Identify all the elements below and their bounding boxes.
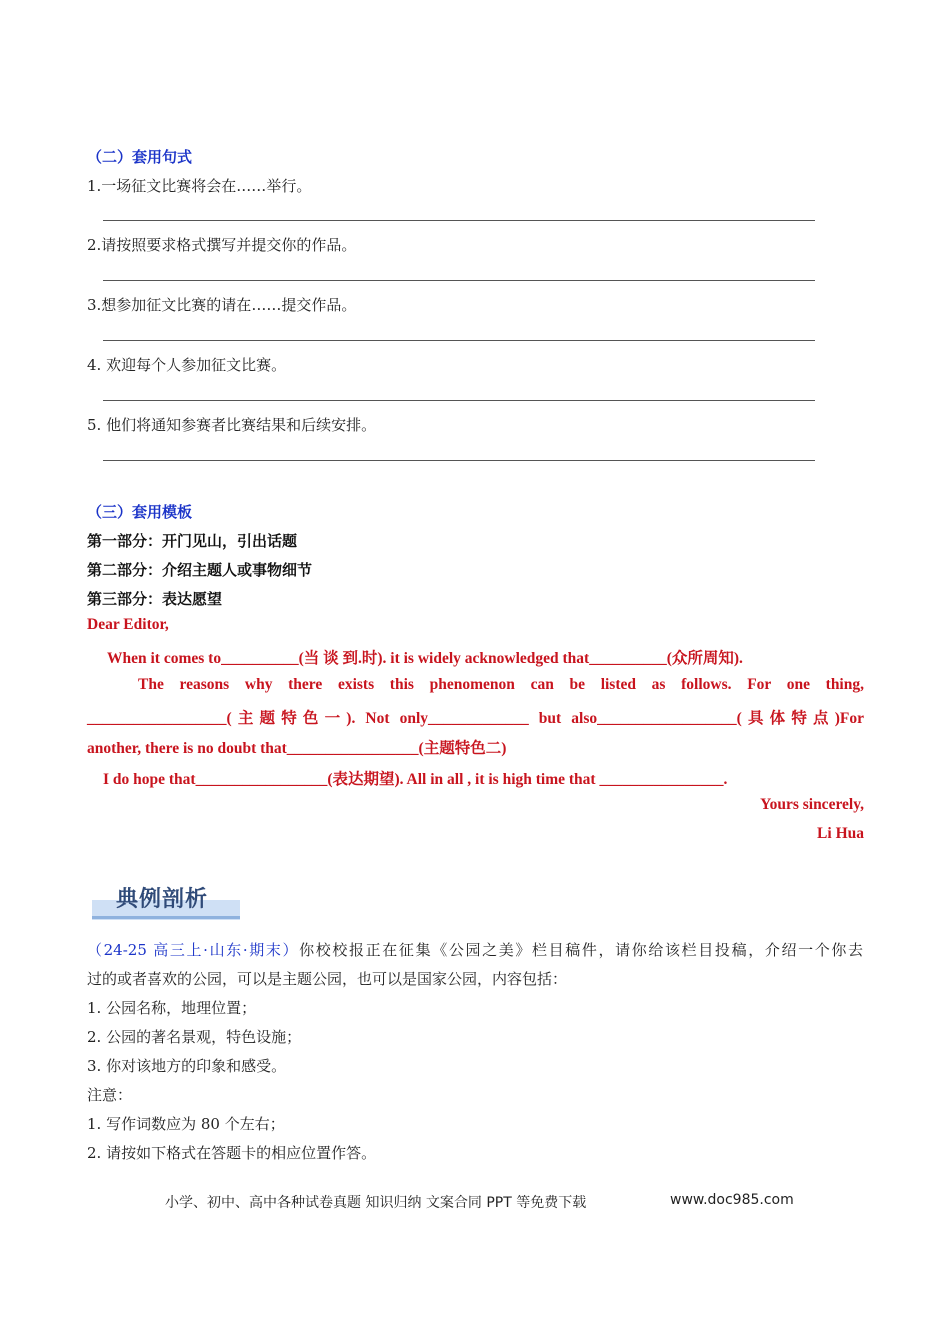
template-part-1: 第一部分：开门见山，引出话题 bbox=[87, 532, 298, 550]
sentence-item-5: 5. 他们将通知参赛者比赛结果和后续安排。 bbox=[87, 416, 377, 434]
letter-closing: Yours sincerely, bbox=[760, 796, 864, 813]
banner-underline bbox=[92, 916, 240, 919]
answer-line-3[interactable] bbox=[103, 340, 815, 341]
letter-line-5: I do hope that_________________(表达期望). All in all , it is high time that ________________. bbox=[103, 771, 728, 788]
section3-heading: （三）套用模板 bbox=[87, 503, 193, 521]
answer-line-2[interactable] bbox=[103, 280, 815, 281]
template-part-2: 第二部分：介绍主题人或事物细节 bbox=[87, 561, 313, 579]
letter-line-3: __________________(主题特色一). Not only_____________ but also__________________(具体特点)For bbox=[87, 710, 864, 727]
section2-heading: （二）套用句式 bbox=[87, 148, 193, 166]
example-point-3: 3. 你对该地方的印象和感受。 bbox=[87, 1057, 287, 1075]
example-prompt-line-1-text: 你校校报正在征集《公园之美》栏目稿件，请你给该栏目投稿，介绍一个你去 bbox=[299, 941, 863, 959]
sentence-item-3: 3.想参加征文比赛的请在……提交作品。 bbox=[87, 296, 357, 314]
sentence-item-4: 4. 欢迎每个人参加征文比赛。 bbox=[87, 356, 287, 374]
example-banner bbox=[92, 880, 242, 922]
sentence-item-1: 1.一场征文比赛将会在……举行。 bbox=[87, 177, 312, 195]
template-part-3: 第三部分：表达愿望 bbox=[87, 590, 223, 608]
answer-line-5[interactable] bbox=[103, 460, 815, 461]
letter-line-1: When it comes to__________(当 谈 到.时). it is widely acknowledged that__________(众所周知). bbox=[107, 650, 743, 667]
answer-line-4[interactable] bbox=[103, 400, 815, 401]
letter-line-2: The reasons why there exists this phenomenon can be listed as follows. For one thing, bbox=[138, 676, 864, 693]
example-prompt bbox=[87, 936, 863, 1168]
sentence-item-2: 2.请按照要求格式撰写并提交你的作品。 bbox=[87, 236, 357, 254]
example-point-1: 1. 公园名称，地理位置； bbox=[87, 999, 257, 1017]
banner-title: 典例剖析 bbox=[116, 887, 209, 912]
footer-text: 小学、初中、高中各种试卷真题 知识归纳 文案合同 PPT 等免费下载 bbox=[165, 1195, 587, 1211]
example-prompt-line-2: 过的或者喜欢的公园，可以是主题公园，也可以是国家公园，内容包括： bbox=[87, 970, 568, 988]
answer-line-1[interactable] bbox=[103, 220, 815, 221]
footer-url[interactable]: www.doc985.com bbox=[670, 1192, 794, 1208]
example-prompt-line-1 bbox=[87, 936, 863, 965]
example-point-2: 2. 公园的著名景观，特色设施； bbox=[87, 1028, 302, 1046]
example-source: （24-25 高三上·山东·期末） bbox=[87, 941, 300, 959]
notes-label: 注意： bbox=[87, 1086, 133, 1104]
note-1: 1. 写作词数应为 80 个左右； bbox=[87, 1115, 285, 1133]
letter-line-4: another, there is no doubt that_________________(主题特色二) bbox=[87, 740, 507, 757]
letter-salutation: Dear Editor, bbox=[87, 616, 169, 633]
letter-signature: Li Hua bbox=[817, 825, 864, 842]
note-2: 2. 请按如下格式在答题卡的相应位置作答。 bbox=[87, 1144, 377, 1162]
